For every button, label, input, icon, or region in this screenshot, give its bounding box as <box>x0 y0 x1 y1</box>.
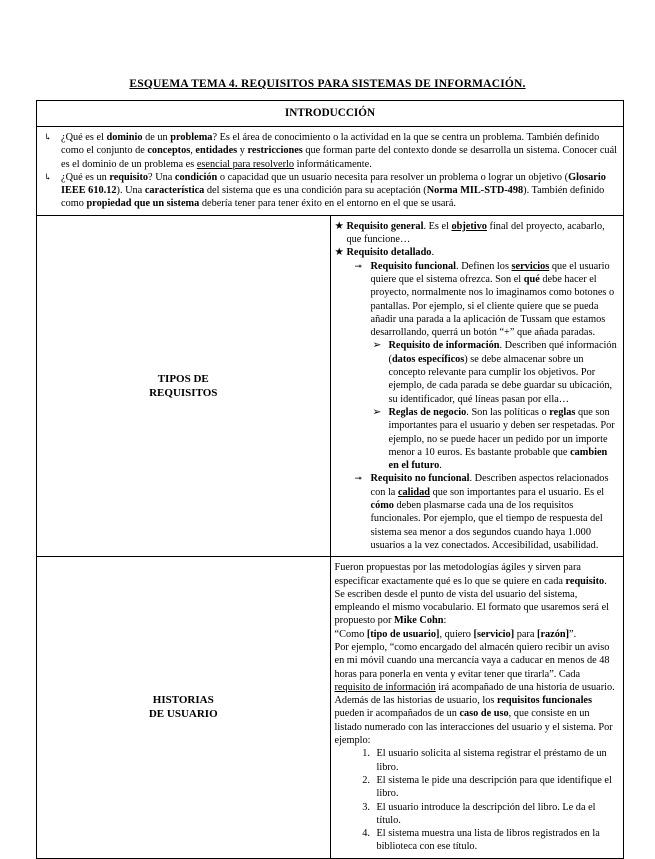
text: Fueron propuestas por las metodologías ágiles y sirven para especificar exactamente qué es lo que se quiere en cada <box>334 562 581 587</box>
tipos-content <box>330 215 624 556</box>
text: final del proyecto, acabarlo, que funcione… <box>346 220 605 246</box>
text: que son importantes para el usuario. Es el <box>430 486 605 498</box>
text: REQUISITOS <box>149 386 218 399</box>
historias-label <box>37 557 331 859</box>
intro-header-row <box>37 101 624 127</box>
text: esencial para resolverlo <box>196 158 295 170</box>
document-title: ESQUEMA TEMA 4. REQUISITOS PARA SISTEMAS DE INFORMACIÓN. <box>129 78 526 90</box>
text: requisito <box>109 171 149 183</box>
text: Requisito detallado <box>346 247 432 259</box>
text: debería tener para tener éxito en el entorno en el que se usará. <box>199 198 457 210</box>
text: . <box>439 460 442 472</box>
text: ) se debe almacenar sobre un concepto relevante para cumplir los objetivos. Por ejemplo, de cada parada se debe guardar su ubicación, su identificador, qué líneas pasan por ella… <box>388 353 613 405</box>
text: reglas <box>549 406 576 418</box>
historias-content <box>330 557 624 859</box>
text: Glosario IEEE 610.12 <box>61 171 606 197</box>
text: “Como <box>334 628 367 640</box>
text: cambien en el futuro <box>388 446 608 472</box>
text: . Describen qué información ( <box>388 340 617 365</box>
text: irá acompañado de una historia de usuario. <box>435 681 615 693</box>
text: . Es el <box>423 220 452 232</box>
intro-paragraph-requisito <box>41 171 617 211</box>
list-item: 1. El usuario solicita al sistema registrar el préstamo de un libro. <box>373 747 618 774</box>
text: datos específicos <box>391 353 465 365</box>
arrowhead-bullet-icon: ➢ <box>372 406 382 418</box>
text: , quiero <box>439 628 474 640</box>
text: que son importantes para el usuario y deben ser respetadas. Por ejemplo, no se puede hacer un pedido por un importe menor a 10 euros. Es bastante probable que <box>388 406 615 458</box>
text: cómo <box>370 500 394 512</box>
star-bullet-icon: ★ <box>334 220 344 232</box>
intro-row <box>37 127 624 216</box>
intro-heading: INTRODUCCIÓN <box>37 101 624 127</box>
item-requisito-funcional <box>335 260 618 340</box>
text: [razón] <box>537 628 570 640</box>
item-requisito-no-funcional <box>335 472 618 552</box>
text: . Definen los <box>456 260 512 272</box>
text: : <box>443 615 447 627</box>
item-requisito-detallado <box>335 246 618 259</box>
historias-paragraph-1 <box>335 561 618 627</box>
arrow-bullet-icon: ↳ <box>44 171 52 182</box>
text: . Se escriben desde el punto de vista del usuario del sistema, empleando el mismo vocabulario. El formato que usaremos será el propuesto por <box>334 575 609 627</box>
intro-paragraph-dominio <box>41 131 617 171</box>
text: dominio <box>106 132 143 143</box>
text: pueden ir acompañados de un <box>334 708 460 720</box>
list-item: 3. El usuario introduce la descripción del libro. Le da el título. <box>373 801 618 828</box>
double-arrow-bullet-icon: ↠ <box>354 473 363 484</box>
text: condición <box>174 171 218 183</box>
text: , que consiste en un listado numerado con las interacciones del usuario y el sistema. Por ejemplo: <box>334 708 613 747</box>
text: , <box>190 145 196 157</box>
text: Requisito no funcional <box>370 473 470 485</box>
text: ? Es el área de conocimiento o la actividad en la que se centra un problema. También definido como el conjunto de <box>61 132 600 157</box>
historias-format <box>335 628 618 641</box>
text: entidades <box>195 145 238 157</box>
tipos-row <box>37 215 624 556</box>
item-reglas-negocio <box>335 406 618 472</box>
text: deben plasmarse cada una de los requisitos funcionales. Por ejemplo, que el tiempo de respuesta del sistema sea menor a dos segundos cuando haya 1.000 usuarios a la vez conectados. Accesibilidad, usabilidad. <box>370 500 603 551</box>
text: TIPOS DE <box>157 372 209 385</box>
text: Requisito general <box>346 220 424 232</box>
item-requisito-informacion <box>335 339 618 405</box>
use-case-steps <box>335 747 618 853</box>
text: DE USUARIO <box>148 708 218 721</box>
historias-paragraph-casos <box>335 694 618 747</box>
text: conceptos <box>147 145 191 157</box>
text: que el usuario quiere que el sistema ofrezca. Son el <box>370 260 610 285</box>
text: ? Una <box>148 171 175 183</box>
arrowhead-bullet-icon: ➢ <box>372 340 382 352</box>
historias-row <box>37 557 624 859</box>
text: ”. <box>569 628 577 640</box>
star-bullet-icon: ★ <box>334 247 344 259</box>
text: ). También definido como <box>61 185 605 210</box>
text: informáticamente. <box>294 158 372 170</box>
text: Reglas de negocio <box>388 406 467 418</box>
double-arrow-bullet-icon: ↠ <box>354 260 363 271</box>
text: Mike Cohn <box>393 615 444 627</box>
text: debe hacer el proyecto, normalmente nos lo imaginamos como botones o pantallas. Por ejemplo, si el cliente quiere que se pueda añadir una parada a la aplicación de Tussam que estamos desarrollando, querrá un botón “+” que añada paradas. <box>370 273 615 339</box>
text: servicios <box>511 260 550 272</box>
text: de un <box>142 132 171 143</box>
historias-example <box>335 641 618 694</box>
intro-cell <box>37 127 624 216</box>
list-item: 2. El sistema le pide una descripción para que identifique el libro. <box>373 774 618 801</box>
list-item: 4. El sistema muestra una lista de libros registrados en la biblioteca con ese título. <box>373 827 618 854</box>
text: HISTORIAS <box>152 694 214 707</box>
text: qué <box>523 273 540 285</box>
text: requisitos funcionales <box>496 695 593 707</box>
text: caso de uso <box>459 708 509 720</box>
requirements-table <box>36 100 624 859</box>
text: requisito <box>565 575 605 587</box>
arrow-bullet-icon: ↳ <box>44 132 52 142</box>
text: . Describen aspectos relacionados con la <box>370 473 609 498</box>
text: restricciones <box>247 145 303 157</box>
text: que forman parte del contexto donde se desarrolla un sistema. Conocer cuál es el dominio de un problema es <box>61 145 618 170</box>
text: [tipo de usuario] <box>366 628 440 640</box>
text: objetivo <box>451 220 487 232</box>
text: . <box>431 247 435 259</box>
text: ¿Qué es un <box>61 171 110 183</box>
text: del sistema que es una condición para su aceptación ( <box>204 185 427 197</box>
text: Norma MIL-STD-498 <box>426 185 524 197</box>
text: Requisito funcional <box>370 260 457 272</box>
text: Por ejemplo, “como encargado del almacén quiero recibir un aviso en mi móvil cuando una mercancía vaya a caducar en menos de 48 horas para ponerla en venta y evitar tener que tirarla”. Cada <box>334 641 610 680</box>
tipos-label <box>37 215 331 556</box>
text: ). Una <box>116 185 145 197</box>
text: . Son las políticas o <box>466 406 550 418</box>
text: problema <box>170 132 213 143</box>
text: o capacidad que un usuario necesita para resolver un problema o lograr un objetivo ( <box>217 171 569 183</box>
text: característica <box>144 185 205 197</box>
text: para <box>514 628 538 640</box>
text: Además de las historias de usuario, los <box>334 695 497 707</box>
text: y <box>237 145 248 157</box>
item-requisito-general <box>335 220 618 247</box>
text: requisito de información <box>334 681 436 693</box>
text: Requisito de información <box>388 340 500 352</box>
text: [servicio] <box>473 628 515 640</box>
text: propiedad que un sistema <box>86 198 200 210</box>
text: calidad <box>397 486 430 498</box>
text: ¿Qué es el <box>61 132 107 143</box>
